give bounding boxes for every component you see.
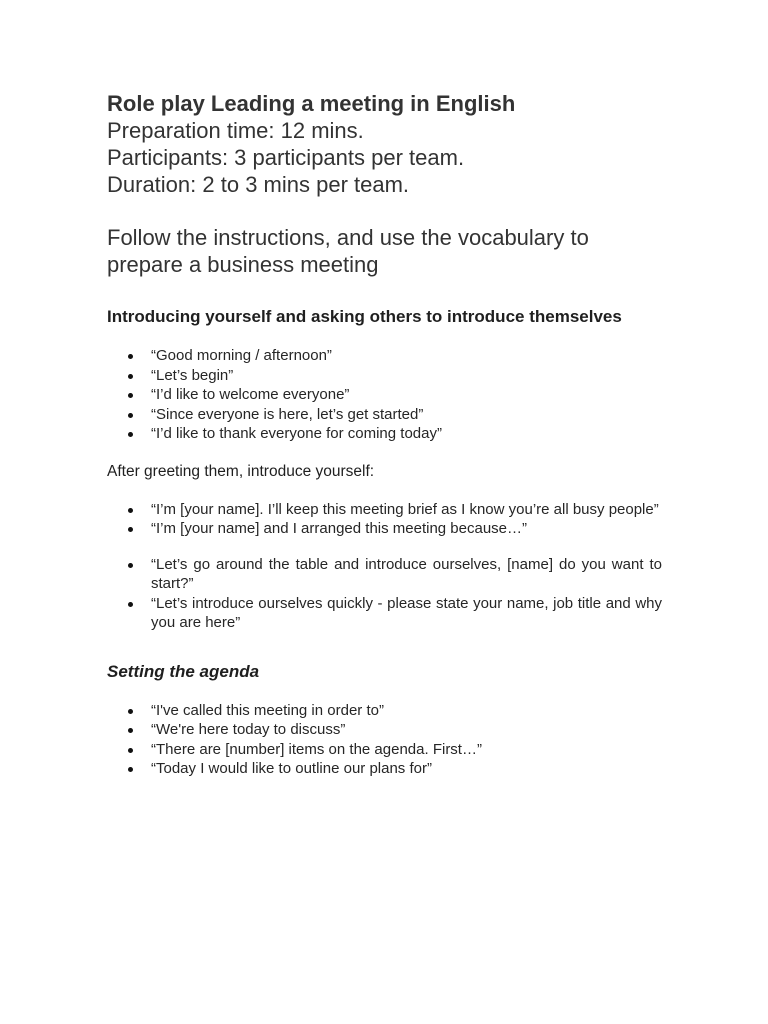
instructions-text: Follow the instructions, and use the vocabulary to prepare a business meeting xyxy=(107,225,589,277)
introducing-list xyxy=(107,346,662,444)
bullet-icon xyxy=(128,354,133,359)
list-item xyxy=(107,740,662,760)
list-item xyxy=(107,405,662,425)
list-item xyxy=(107,594,662,633)
list-item-text: “We're here today to discuss” xyxy=(151,721,346,738)
bullet-icon xyxy=(128,393,133,398)
document-title: Role play Leading a meeting in English xyxy=(107,91,516,116)
list-item-text: “Let’s go around the table and introduce ourselves, [name] do you want to start?” xyxy=(151,555,662,592)
list-item xyxy=(107,519,662,539)
agenda-heading: Setting the agenda xyxy=(107,661,260,681)
list-item xyxy=(107,385,662,405)
list-item-text: “There are [number] items on the agenda. First…” xyxy=(151,740,482,758)
introducing-heading: Introducing yourself and asking others to introduce themselves xyxy=(107,307,622,326)
bullet-icon xyxy=(128,709,133,714)
agenda-list xyxy=(107,701,662,779)
list-item xyxy=(107,759,662,779)
document-content xyxy=(107,90,662,779)
bullet-icon xyxy=(128,767,133,772)
list-item-text: “I’d like to welcome everyone” xyxy=(151,386,350,403)
participants-info: Participants: 3 participants per team. xyxy=(107,145,465,170)
duration-info: Duration: 2 to 3 mins per team. xyxy=(107,172,410,197)
list-item xyxy=(107,701,662,721)
greeting-list xyxy=(107,500,662,633)
list-item-text: “I’m [your name]. I’ll keep this meeting brief as I know you’re all busy people” xyxy=(151,500,659,518)
list-item-text: “I've called this meeting in order to” xyxy=(151,701,384,719)
list-item-text: “Let’s introduce ourselves quickly - please state your name, job title and why you are here” xyxy=(151,594,662,631)
bullet-icon xyxy=(128,527,133,532)
bullet-icon xyxy=(128,374,133,379)
list-item xyxy=(107,720,662,740)
list-item-text: “I’d like to thank everyone for coming today” xyxy=(151,425,442,442)
bullet-icon xyxy=(128,748,133,753)
list-item-text: “Good morning / afternoon” xyxy=(151,347,332,364)
bullet-icon xyxy=(128,563,133,568)
list-item-text: “Today I would like to outline our plans for” xyxy=(151,760,432,777)
preparation-time: Preparation time: 12 mins. xyxy=(107,118,364,143)
bullet-icon xyxy=(128,728,133,733)
bullet-icon xyxy=(128,602,133,607)
greeting-heading: After greeting them, introduce yourself: xyxy=(107,462,375,480)
list-item-text: “Since everyone is here, let’s get started” xyxy=(151,405,424,423)
list-item xyxy=(107,555,662,594)
list-item xyxy=(107,366,662,386)
list-item-text: “Let’s begin” xyxy=(151,366,234,384)
bullet-icon xyxy=(128,432,133,437)
bullet-icon xyxy=(128,508,133,513)
list-item xyxy=(107,424,662,444)
list-item-text: “I’m [your name] and I arranged this meeting because…” xyxy=(151,520,528,537)
list-item xyxy=(107,346,662,366)
bullet-icon xyxy=(128,413,133,418)
list-item xyxy=(107,500,662,520)
